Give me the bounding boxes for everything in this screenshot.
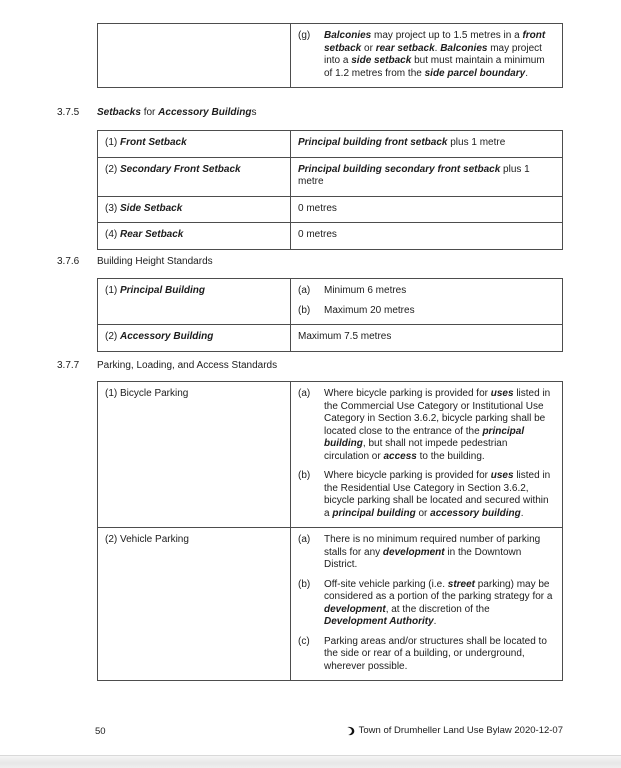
text-segment: There is no minimum required number of parking stalls for any — [324, 534, 541, 558]
clause-text — [324, 305, 554, 318]
footer — [345, 725, 563, 738]
defined-term: principal building — [324, 425, 525, 449]
clause-label: (a) — [298, 285, 311, 296]
table-row — [98, 279, 562, 324]
clause-label: (b) — [298, 470, 311, 481]
section-title — [97, 256, 213, 267]
defined-term: side parcel boundary — [424, 67, 526, 79]
text-segment: plus 1 metre — [447, 137, 506, 148]
text-segment: (4) — [105, 229, 120, 240]
text-segment: to the building. — [416, 450, 485, 462]
clause-item — [298, 636, 554, 674]
defined-term: Principal building front setback — [298, 137, 448, 148]
table-cell-right — [291, 158, 562, 196]
clause-text — [324, 285, 554, 298]
table-cell-left — [98, 325, 291, 351]
text-segment: Maximum 7.5 metres — [298, 331, 392, 342]
text-segment: 0 metres — [298, 202, 337, 214]
defined-term: Rear Setback — [120, 229, 184, 240]
defined-term: Setbacks — [97, 107, 141, 118]
clause-label: (c) — [298, 635, 310, 647]
text-segment: s — [251, 107, 257, 118]
defined-term: access — [383, 450, 417, 462]
clause-text — [324, 579, 554, 629]
defined-term: street — [447, 578, 476, 590]
text-segment: (2) Vehicle Parking — [105, 534, 189, 545]
table-row — [98, 382, 562, 527]
rules-table — [97, 381, 563, 681]
table-cell-right — [291, 223, 562, 249]
table-cell-right — [291, 279, 562, 324]
clause-item — [298, 305, 554, 318]
defined-term: Front Setback — [120, 137, 187, 148]
defined-term: development — [324, 603, 386, 615]
defined-term: rear setback — [375, 42, 435, 54]
defined-term: development — [382, 546, 445, 558]
table-cell-left — [98, 528, 291, 680]
text-segment: may project up to 1.5 metres in a — [371, 30, 523, 41]
clause-item — [298, 579, 554, 629]
text-segment: Minimum 6 metres — [324, 285, 407, 296]
text-segment: (3) — [105, 202, 120, 214]
defined-term: accessory building — [430, 507, 521, 519]
defined-term: front setback — [324, 30, 546, 54]
table-cell-right — [291, 528, 562, 680]
clause-item — [298, 470, 554, 520]
text-segment: , at the discretion of the — [385, 603, 490, 615]
table-cell-right — [291, 24, 562, 87]
section-number: 3.7.5 — [57, 107, 80, 118]
table-row — [98, 527, 562, 680]
table-cell-left — [98, 24, 291, 87]
table-cell-right — [291, 325, 562, 351]
table-row — [98, 131, 562, 157]
text-segment: listed in the Commercial Use Category or Institutional Use Category in Section 3.6.2, bicycle parking shall be located close to the entrance of the — [324, 388, 551, 437]
page-bottom-edge — [0, 755, 621, 768]
clause-text — [324, 636, 554, 674]
table-cell-left — [98, 382, 291, 527]
text-segment: . — [520, 507, 524, 519]
text-segment: , but shall not impede pedestrian circulation or — [324, 438, 508, 462]
text-segment: or — [361, 42, 376, 54]
section-number: 3.7.7 — [57, 360, 80, 371]
table-cell-right — [291, 197, 562, 223]
text-segment: (1) Bicycle Parking — [105, 388, 189, 399]
text-segment: Parking, Loading, and Access Standards — [97, 360, 278, 371]
defined-term: Principal Building — [120, 285, 206, 296]
defined-term: Balconies — [440, 42, 488, 54]
defined-term: Secondary Front Setback — [120, 163, 241, 175]
table-row — [98, 24, 562, 87]
rules-table — [97, 278, 563, 352]
defined-term: Balconies — [324, 30, 372, 41]
defined-term: Principal building secondary front setback — [298, 163, 501, 175]
table-cell-left — [98, 279, 291, 324]
text-segment: Off-site vehicle parking (i.e. — [324, 578, 448, 590]
table-row — [98, 324, 562, 351]
text-segment: or — [415, 507, 431, 519]
drumheller-logo-icon — [345, 726, 355, 736]
table-cell-left — [98, 158, 291, 196]
text-segment: may project into a — [324, 42, 542, 66]
clause-text — [324, 388, 554, 463]
clause-item — [298, 285, 554, 298]
section-title — [97, 107, 257, 118]
clause-label: (g) — [298, 30, 311, 41]
clause-item — [298, 388, 554, 463]
section-heading — [57, 256, 213, 269]
rules-table — [97, 23, 563, 88]
defined-term: Development Authority — [324, 616, 434, 627]
text-segment: Where bicycle parking is provided for — [324, 470, 491, 481]
text-segment: . — [525, 67, 528, 79]
text-segment: (1) — [105, 137, 120, 148]
text-segment: plus 1 metre — [298, 163, 530, 187]
defined-term: Accessory Building — [120, 331, 214, 342]
text-segment: parking) may be considered as a portion of the parking strategy for a — [324, 578, 553, 602]
table-row — [98, 157, 562, 196]
defined-term: principal building — [332, 507, 416, 519]
section-title — [97, 360, 277, 371]
clause-label: (b) — [298, 304, 311, 316]
section-heading — [57, 107, 257, 120]
defined-term: Side Setback — [120, 202, 183, 214]
table-row — [98, 222, 562, 249]
clause-label: (a) — [298, 534, 311, 545]
text-segment: Parking areas and/or structures shall be located to the side or rear of a building, or underground, wherever possible. — [324, 635, 547, 672]
text-segment: in the Downtown District. — [324, 546, 522, 570]
clause-label: (b) — [298, 578, 311, 590]
table-cell-left — [98, 197, 291, 223]
defined-term: uses — [490, 470, 514, 481]
clause-text — [324, 470, 554, 520]
text-segment: (2) — [105, 163, 120, 175]
rules-table — [97, 130, 563, 250]
clause-label: (a) — [298, 388, 311, 399]
table-cell-right — [291, 382, 562, 527]
defined-term: uses — [490, 388, 514, 399]
text-segment: Where bicycle parking is provided for — [324, 388, 491, 399]
text-segment: Maximum 20 metres — [324, 304, 415, 316]
clause-text — [324, 30, 554, 80]
text-segment: but must maintain a minimum of 1.2 metres from the — [324, 55, 545, 79]
text-segment: (1) — [105, 285, 120, 296]
table-cell-left — [98, 131, 291, 157]
clause-item — [298, 534, 554, 572]
table-cell-right — [291, 131, 562, 157]
section-number: 3.7.6 — [57, 256, 80, 267]
table-row — [98, 196, 562, 223]
footer-source-text: Town of Drumheller Land Use Bylaw 2020-12-07 — [358, 725, 563, 736]
clause-item — [298, 30, 554, 80]
text-segment: listed in the Residential Use Category in Section 3.6.2, bicycle parking shall be located and secured within a — [324, 470, 551, 519]
clause-text — [324, 534, 554, 572]
text-segment: Building Height Standards — [97, 256, 213, 267]
section-heading — [57, 360, 277, 373]
text-segment: for — [140, 107, 159, 118]
text-segment: (2) — [105, 331, 120, 342]
table-cell-left — [98, 223, 291, 249]
defined-term: side setback — [351, 55, 412, 66]
defined-term: Accessory Building — [158, 107, 252, 118]
text-segment: 0 metres — [298, 229, 337, 240]
text-segment: . — [434, 42, 441, 54]
footer-page-number: 50 — [95, 726, 106, 737]
text-segment: . — [433, 616, 437, 627]
